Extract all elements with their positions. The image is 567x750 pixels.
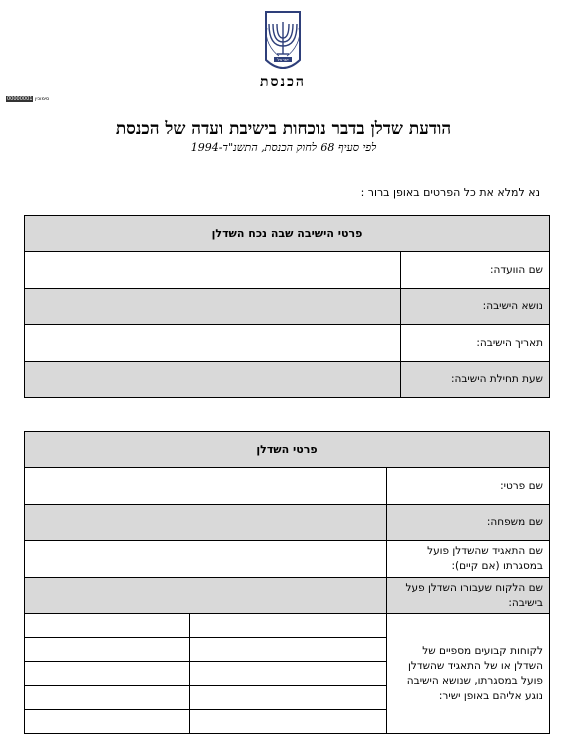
regular-client-cell[interactable] — [25, 614, 190, 638]
last-name-field[interactable] — [25, 505, 387, 541]
meeting-details-table — [24, 215, 550, 398]
regular-client-cell[interactable] — [190, 614, 387, 638]
corporation-name-field[interactable] — [25, 541, 387, 578]
regular-client-cell[interactable] — [25, 686, 190, 710]
form-title: הודעת שדלן בדבר נוכחות בישיבת ועדה של הכנסת — [115, 119, 452, 139]
regular-client-cell[interactable] — [190, 638, 387, 662]
lobbyist-details-table — [24, 431, 550, 734]
meeting-start-time-field[interactable] — [25, 362, 401, 398]
fill-instruction: נא למלא את כל הפרטים באופן ברור : — [360, 186, 540, 199]
last-name-label: שם משפחה: — [387, 505, 550, 541]
emblem-label: הכנסת — [260, 74, 306, 90]
regular-client-cell[interactable] — [190, 710, 387, 734]
lobbyist-section-header: פרטי השדלן — [25, 432, 550, 468]
regular-client-cell[interactable] — [190, 662, 387, 686]
first-name-field[interactable] — [25, 468, 387, 505]
regular-clients-label: לקוחות קבועים מספיים של השדלן או של התאגיד שהשדלן פועל במסגרתו, שנושא הישיבה נוגע אליהם באופן ישיר: — [387, 614, 550, 734]
seal-text: ישראל — [277, 57, 289, 62]
meeting-subject-field[interactable] — [25, 289, 401, 325]
form-subtitle: לפי סעיף 68 לחוק הכנסת, התשנ"ד-1994 — [190, 141, 377, 154]
reference-mark — [6, 96, 49, 102]
reference-label: סימוכין — [35, 96, 50, 102]
client-name-label: שם הלקוח שעבורו השדלן פעל בישיבה: — [387, 578, 550, 614]
regular-client-cell[interactable] — [25, 710, 190, 734]
regular-client-cell[interactable] — [25, 638, 190, 662]
meeting-start-time-label: שעת תחילת הישיבה: — [401, 362, 550, 398]
committee-name-label: שם הוועדה: — [401, 252, 550, 289]
meeting-date-field[interactable] — [25, 325, 401, 362]
committee-name-field[interactable] — [25, 252, 401, 289]
regular-client-cell[interactable] — [25, 662, 190, 686]
first-name-label: שם פרטי: — [387, 468, 550, 505]
reference-code: 00000001 — [7, 96, 33, 102]
meeting-date-label: תאריך הישיבה: — [401, 325, 550, 362]
meeting-subject-label: נושא הישיבה: — [401, 289, 550, 325]
regular-client-cell[interactable] — [190, 686, 387, 710]
client-name-field[interactable] — [25, 578, 387, 614]
meeting-section-header: פרטי הישיבה שבה נכח השדלן — [25, 216, 550, 252]
corporation-name-label: שם התאגיד שהשדלן פועל במסגרתו (אם קיים): — [387, 541, 550, 578]
